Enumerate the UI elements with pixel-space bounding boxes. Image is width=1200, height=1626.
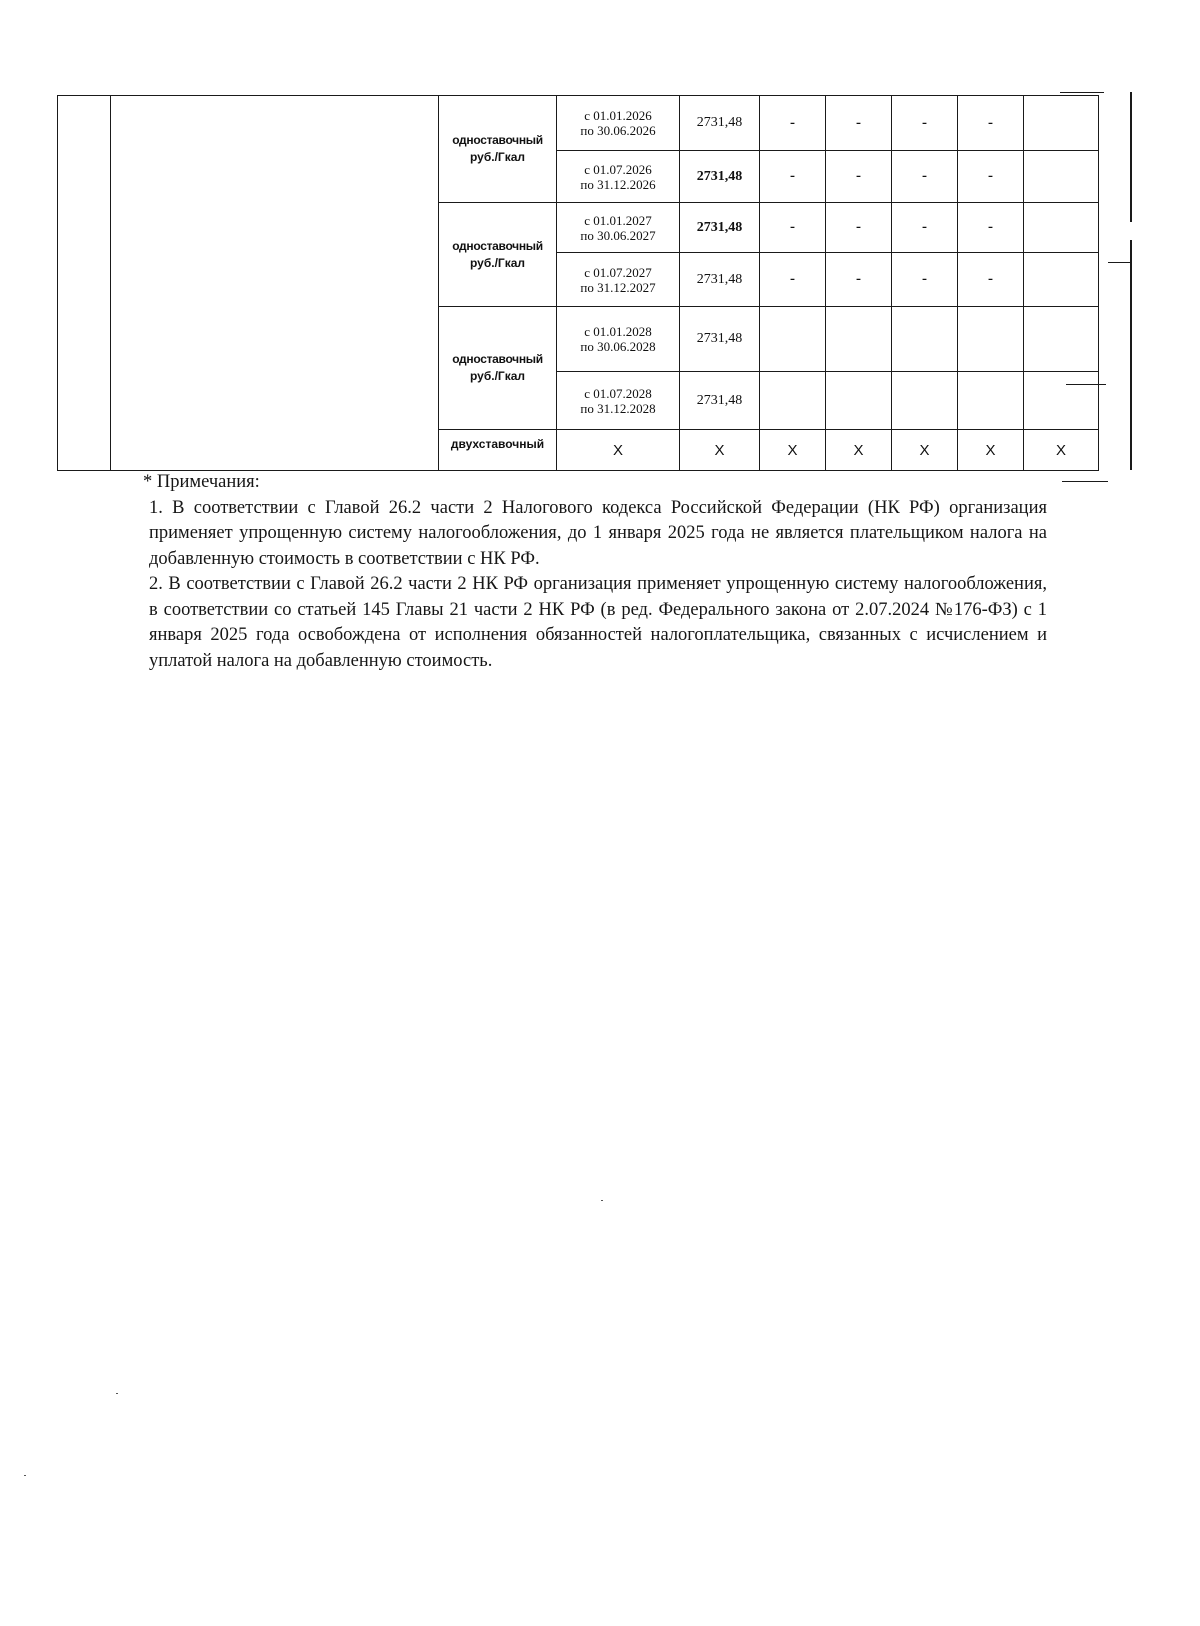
empty-cell [1024,253,1099,307]
tariff-type-label: двухставочный [439,430,557,471]
mark-cell: - [760,96,826,151]
period-from: с 01.07.2026 [584,161,652,177]
mark-cell: - [892,253,958,307]
tariff-table [57,95,1099,471]
period-to: по 31.12.2027 [580,279,656,295]
mark-cell: - [826,96,892,151]
mark-cell [892,372,958,430]
mark-cell: - [958,96,1024,151]
x-mark-cell: X [680,430,760,471]
empty-cell [1024,372,1099,430]
mark-cell [760,372,826,430]
tariff-value: 2731,48 [680,203,760,253]
period-cell [557,372,680,430]
notes-section [143,470,1047,674]
mark-cell: - [826,253,892,307]
mark-cell [760,307,826,372]
tariff-value: 2731,48 [680,96,760,151]
note-item: 1. В соответствии с Главой 26.2 части 2 Налогового кодекса Российской Федерации (НК РФ) организация применяет упрощенную систему налогообложения, до 1 января 2025 года не является плательщиком налога на добавленную стоимость в соответствии с НК РФ. [149,497,1047,569]
notes-title: * Примечания: [143,472,260,492]
mark-cell: - [826,203,892,253]
period-cell [557,151,680,203]
mark-cell: - [892,151,958,203]
x-mark-cell: X [958,430,1024,471]
mark-cell [958,372,1024,430]
period-from: с 01.07.2028 [584,385,652,401]
scan-line-fragment [1060,92,1104,93]
tariff-value: 2731,48 [680,151,760,203]
empty-cell [1024,151,1099,203]
period-cell [557,96,680,151]
period-from: с 01.01.2028 [584,324,652,339]
scan-line-fragment [1066,384,1106,385]
x-mark-cell: X [557,430,680,471]
empty-cell [1024,307,1099,372]
period-from: с 01.01.2026 [584,108,652,123]
mark-cell: - [958,203,1024,253]
mark-cell [826,372,892,430]
scan-line-fragment [1130,240,1132,470]
mark-cell: - [892,96,958,151]
empty-cell-name [111,96,439,471]
tariff-type-cell [439,307,557,430]
mark-cell: - [958,253,1024,307]
tariff-unit-label: руб./Гкал [469,255,526,270]
tariff-value: 2731,48 [680,307,760,372]
period-to: по 31.12.2026 [580,176,656,192]
note-item: 2. В соответствии с Главой 26.2 части 2 НК РФ организация применяет упрощенную систему налогообложения, в соответствии со статьей 145 Главы 21 части 2 НК РФ (в ред. Федерального закона от 2.07.2024 №176-ФЗ) с 1 января 2025 года освобождена от исполнения обязанностей налогоплательщика, связанных с исчислением и уплатой налога на добавленную стоимость. [149,574,1047,671]
mark-cell [958,307,1024,372]
tariff-type-label: одноставочный [452,352,543,366]
mark-cell: - [892,203,958,253]
period-to: по 30.06.2027 [580,227,656,243]
tariff-type-label: одноставочный [452,238,543,253]
tariff-type-label: одноставочный [452,133,543,147]
scan-line-fragment [1130,92,1132,222]
mark-cell: - [760,253,826,307]
table-row [58,96,1099,151]
tariff-type-cell [439,96,557,203]
period-from: с 01.07.2027 [584,264,652,280]
empty-cell-left [58,96,111,471]
scan-line-fragment [1108,262,1132,263]
mark-cell: - [958,151,1024,203]
period-from: с 01.01.2027 [584,212,652,228]
mark-cell: - [826,151,892,203]
period-to: по 30.06.2026 [580,123,656,138]
period-cell [557,203,680,253]
scan-speck [116,1393,118,1394]
tariff-value: 2731,48 [680,372,760,430]
tariff-value: 2731,48 [680,253,760,307]
period-cell [557,253,680,307]
mark-cell: - [760,203,826,253]
x-mark-cell: X [760,430,826,471]
scan-speck [24,1475,26,1476]
scan-speck [601,1200,603,1201]
empty-cell [1024,96,1099,151]
mark-cell: - [760,151,826,203]
period-to: по 30.06.2028 [580,339,656,354]
empty-cell [1024,203,1099,253]
tariff-type-cell [439,203,557,307]
period-to: по 31.12.2028 [580,400,656,416]
mark-cell [892,307,958,372]
x-mark-cell: X [1024,430,1099,471]
tariff-unit-label: руб./Гкал [469,369,526,383]
period-cell [557,307,680,372]
tariff-unit-label: руб./Гкал [469,150,526,164]
x-mark-cell: X [826,430,892,471]
scan-line-fragment [1062,481,1108,482]
x-mark-cell: X [892,430,958,471]
mark-cell [826,307,892,372]
